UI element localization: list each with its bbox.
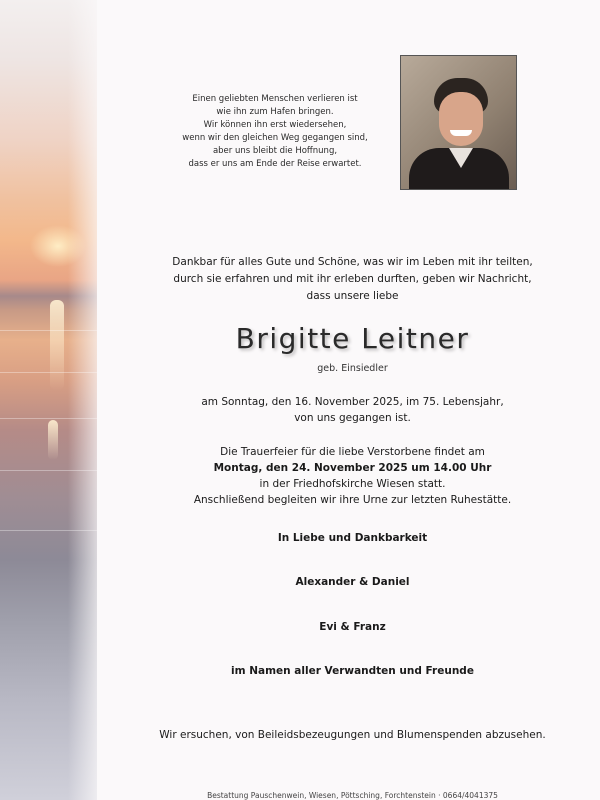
funeral-after: Anschließend begleiten wir ihre Urne zur letzten Ruhestätte. — [193, 494, 512, 506]
maiden-name: geb. Einsiedler — [317, 363, 388, 374]
image-fade — [0, 0, 97, 800]
mourner-others: im Namen aller Verwandten und Freunde — [231, 665, 474, 677]
portrait-smile — [450, 130, 472, 136]
intro-text — [150, 254, 555, 305]
funeral-intro: Die Trauerfeier für die liebe Verstorbene findet am — [220, 446, 485, 458]
poem-line: wenn wir den gleichen Weg gegangen sind, — [182, 133, 368, 143]
intro-line: durch sie erfahren und mit ihr erleben durften, geben wir Nachricht, — [173, 273, 532, 285]
portrait-photo — [400, 55, 517, 190]
deceased-name: Brigitte Leitner — [235, 322, 470, 355]
funeral-details — [150, 444, 555, 508]
intro-line: Dankbar für alles Gute und Schöne, was wir im Leben mit ihr teilten, — [172, 256, 533, 268]
poem-line: Einen geliebten Menschen verlieren ist — [192, 94, 358, 104]
death-line: von uns gegangen ist. — [294, 412, 411, 424]
poem-line: Wir können ihn erst wiedersehen, — [203, 120, 347, 130]
mourner-greeting: In Liebe und Dankbarkeit — [277, 532, 428, 544]
intro-line: dass unsere liebe — [306, 290, 399, 302]
poem-line: wie ihn zum Hafen bringen. — [216, 107, 334, 117]
funeral-date-time: Montag, den 24. November 2025 um 14.00 Uhr — [213, 462, 492, 474]
mourner-family: Evi & Franz — [319, 621, 386, 633]
portrait-face — [439, 92, 483, 146]
closing-request: Wir ersuchen, von Beileidsbezeugungen und Blumenspenden abzusehen. — [159, 729, 546, 741]
death-line: am Sonntag, den 16. November 2025, im 75. Lebensjahr, — [201, 396, 504, 408]
mourner-family: Alexander & Daniel — [295, 576, 410, 588]
poem-line: aber uns bleibt die Hoffnung, — [212, 146, 338, 156]
death-notice — [150, 394, 555, 426]
poem — [160, 93, 390, 171]
funeral-home-footer: Bestattung Pauschenwein, Wiesen, Pöttsching, Forchtenstein · 0664/4041375 — [207, 791, 498, 800]
funeral-place: in der Friedhofskirche Wiesen statt. — [259, 478, 446, 490]
sunset-sea-image — [0, 0, 97, 800]
poem-line: dass er uns am Ende der Reise erwartet. — [188, 159, 362, 169]
